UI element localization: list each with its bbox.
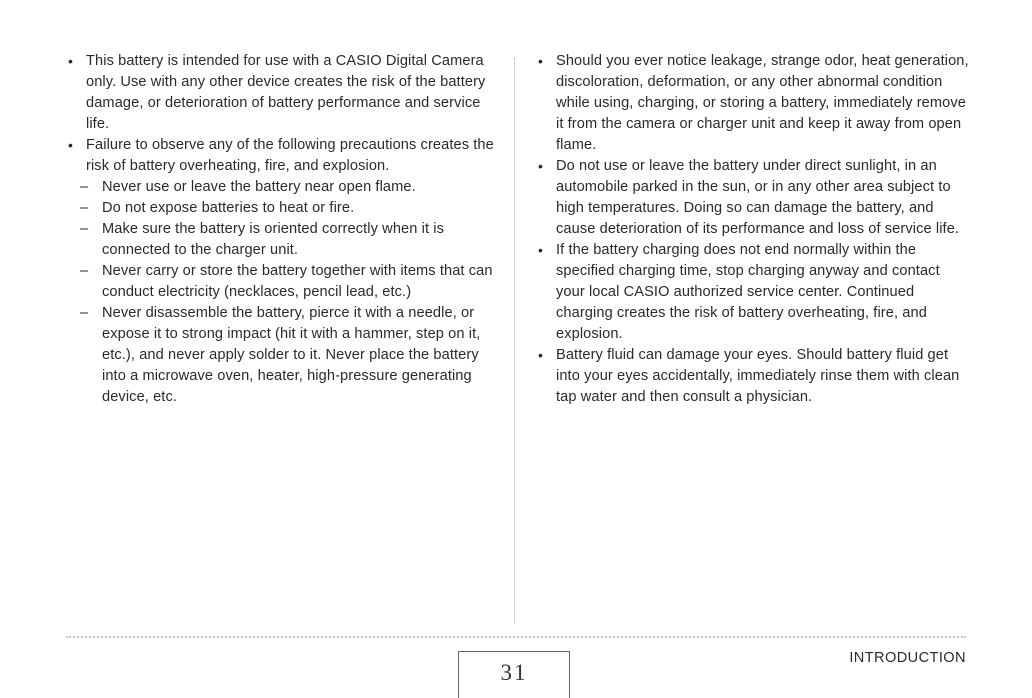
sub-item-text: Never carry or store the battery together with items that can conduct electricity (necklaces, pencil lead, etc.) [102, 263, 493, 300]
section-label: INTRODUCTION [849, 650, 966, 666]
bullet-text: If the battery charging does not end normally within the specified charging time, stop charging anyway and contact your local CASIO authorized service center. Continued charging creates the risk of battery overheating, fire, and explosion. [556, 242, 940, 342]
column-divider [514, 58, 515, 624]
sub-item-text: Do not expose batteries to heat or fire. [102, 200, 355, 216]
sub-item [80, 219, 496, 261]
bullet-item [66, 135, 496, 408]
sub-item-text: Never disassemble the battery, pierce it with a needle, or expose it to strong impact (hit it with a hammer, step on it, etc.), and never apply solder to it. Never place the battery into a microwave oven, heater, high-pressure generating device, etc. [102, 305, 481, 405]
sub-item-text: Make sure the battery is oriented correctly when it is connected to the charger unit. [102, 221, 445, 258]
bullet-text: Battery fluid can damage your eyes. Should battery fluid get into your eyes accidentally, immediately rinse them with clean tap water and then consult a physician. [556, 347, 960, 405]
bullet-item [66, 51, 496, 135]
sub-item [80, 261, 496, 303]
bullet-text: Failure to observe any of the following precautions creates the risk of battery overheating, fire, and explosion. [86, 137, 494, 174]
footer-divider [66, 636, 966, 638]
bullet-text: Should you ever notice leakage, strange odor, heat generation, discoloration, deformation, or any other abnormal condition while using, charging, or storing a battery, immediately remove it from the camera or charger unit and keep it away from open flame. [556, 53, 969, 153]
bullet-text: Do not use or leave the battery under direct sunlight, in an automobile parked in the sun, or in any other area subject to high temperatures. Doing so can damage the battery, and cause deterioration of its performance and loss of service life. [556, 158, 960, 237]
bullet-item [536, 156, 970, 240]
sub-item-text: Never use or leave the battery near open flame. [102, 179, 416, 195]
bullet-item [536, 345, 970, 408]
sub-item [80, 177, 496, 198]
precautions-sublist [80, 177, 496, 408]
page-number-box [458, 651, 570, 698]
sub-item [80, 198, 496, 219]
bullet-item [536, 240, 970, 345]
sub-item [80, 303, 496, 408]
left-column [66, 51, 496, 408]
page-number: 31 [500, 660, 528, 685]
bullet-item [536, 51, 970, 156]
left-bullet-list [66, 51, 496, 408]
bullet-text: This battery is intended for use with a CASIO Digital Camera only. Use with any other device creates the risk of the battery damage, or deterioration of battery performance and service life. [86, 53, 486, 132]
right-bullet-list [536, 51, 970, 408]
right-column [536, 51, 970, 408]
